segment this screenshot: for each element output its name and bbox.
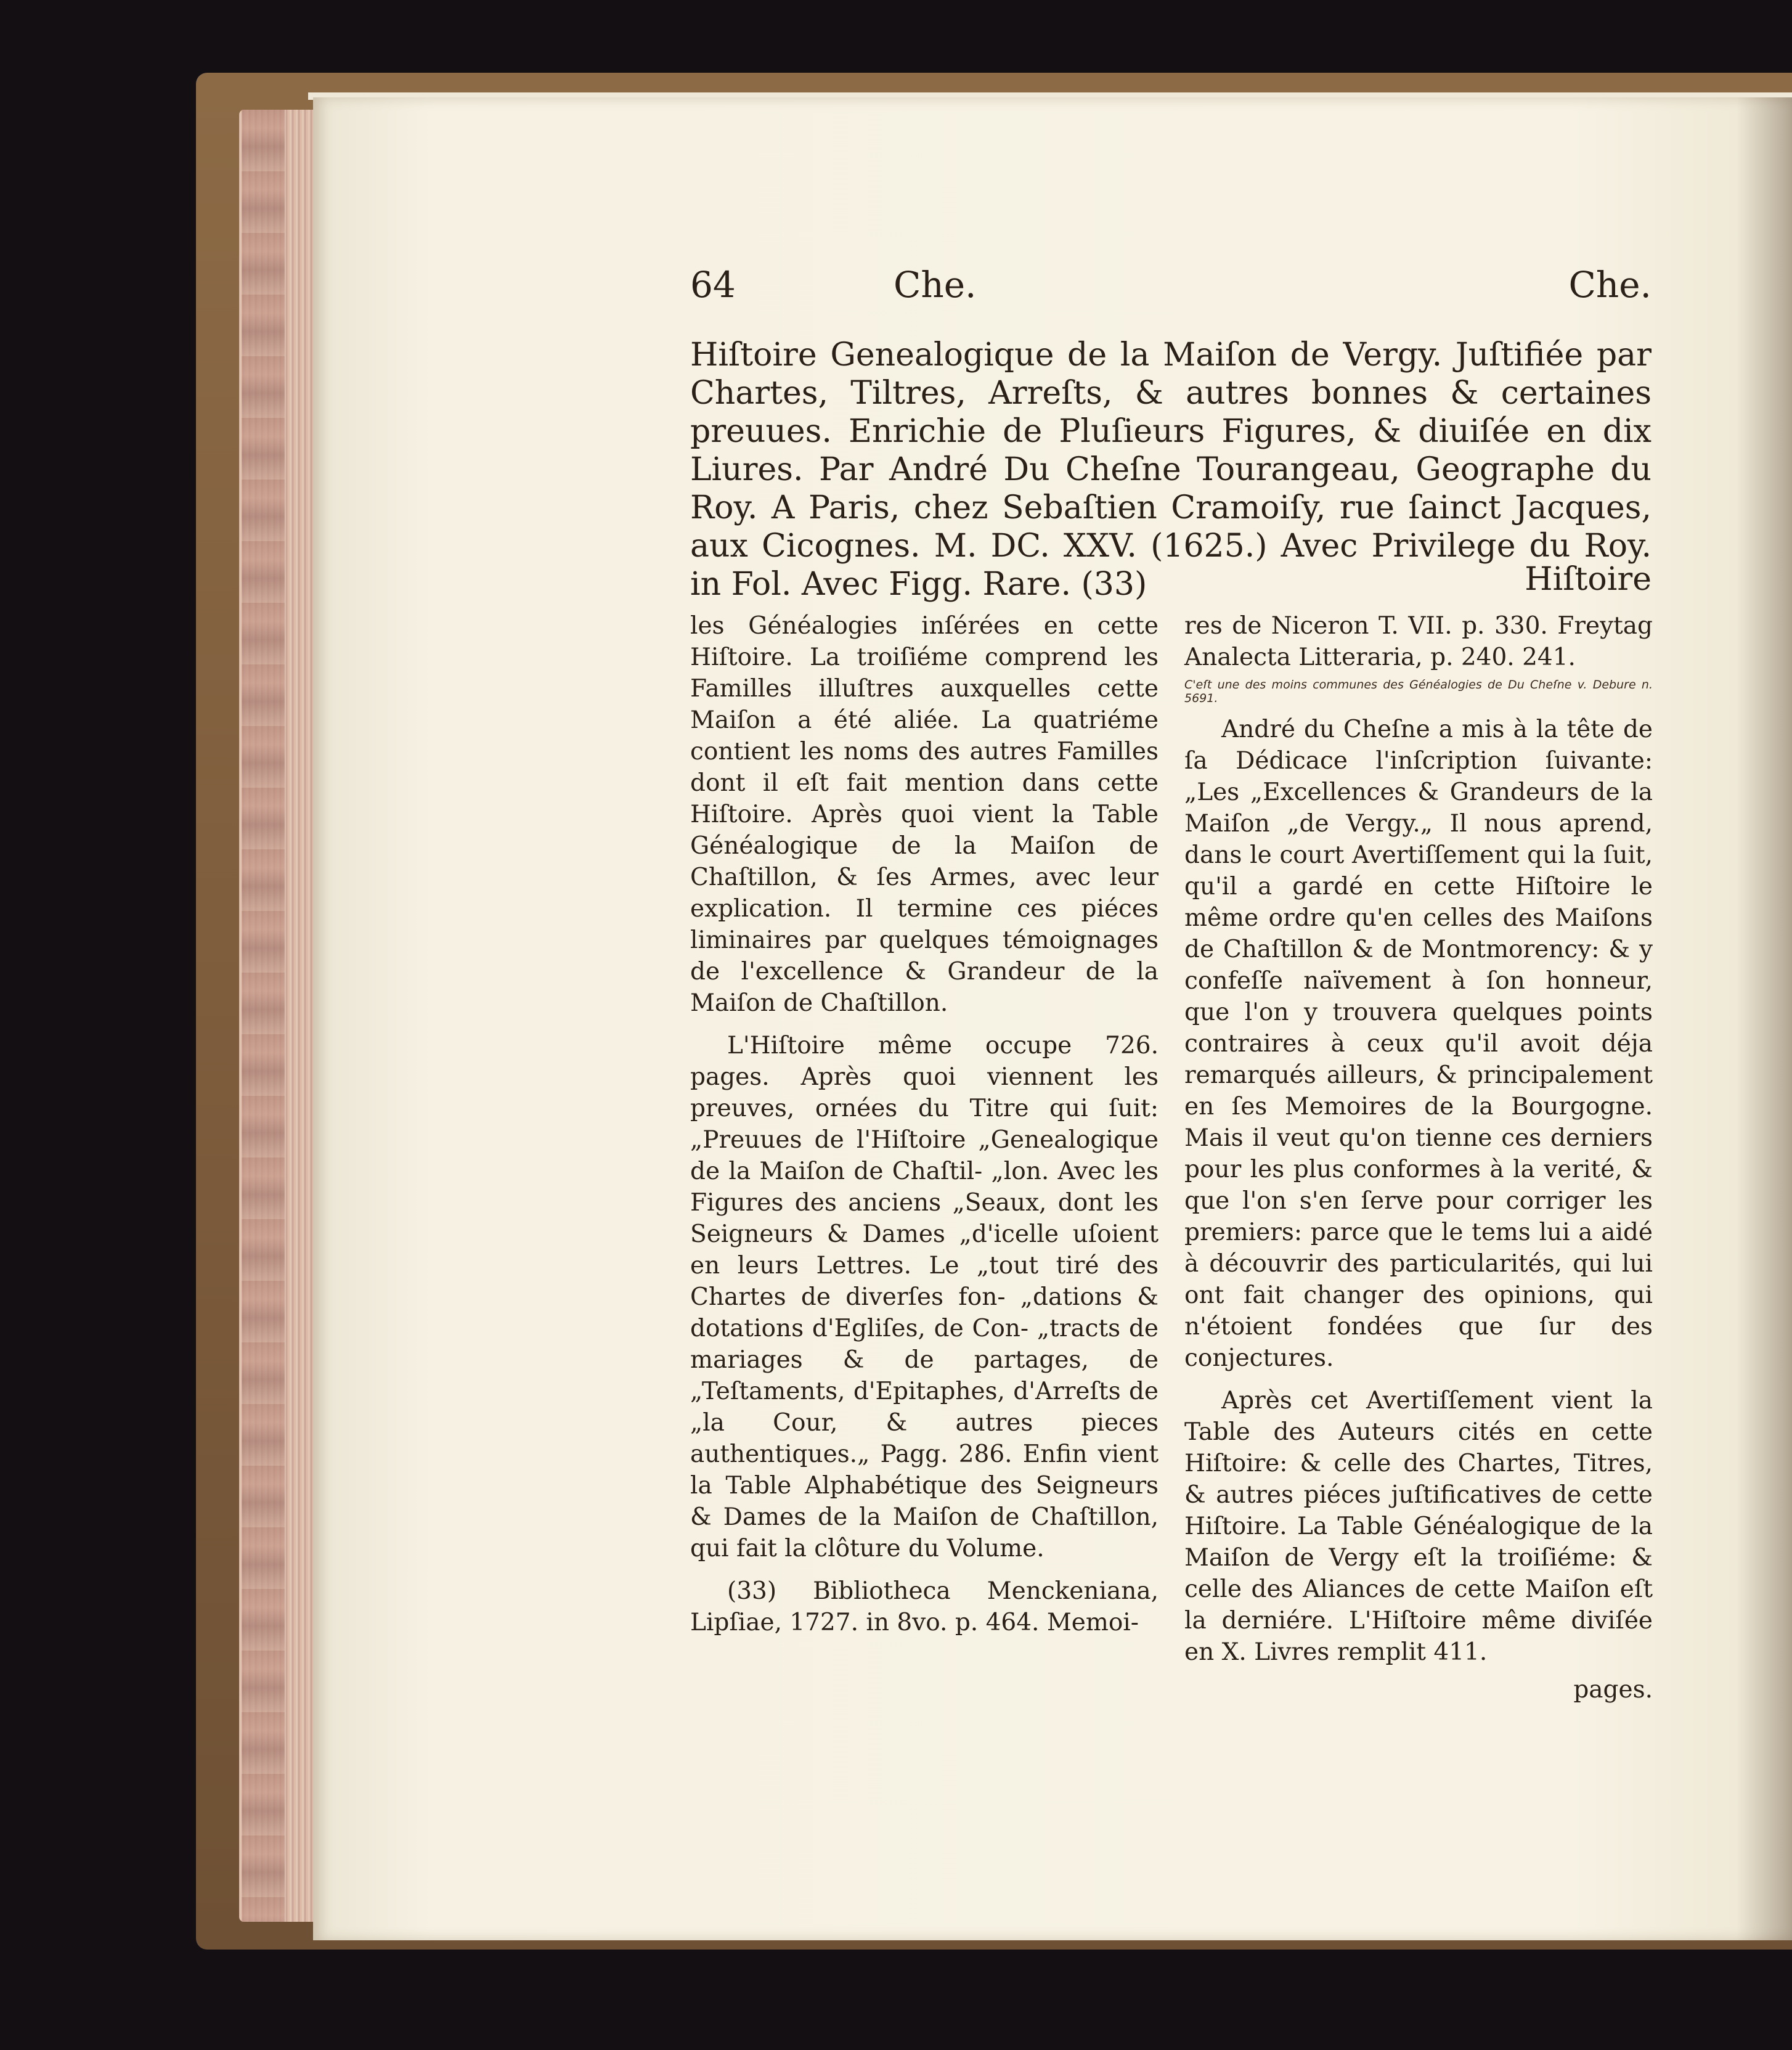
catchword: Hiſtoire bbox=[1525, 561, 1651, 598]
left-paragraph-1: les Généalogies inſérées en cette Hiſtoire. La troiſiéme comprend les Familles illuſtres auxquelles cette Maiſon a été aliée. La quatriéme contient les noms des autres Familles dont il eſt fait mention dans cette Hiſtoire. Après quoi vient la Table Généalogique de la Maiſon de Chaſtillon, & ſes Armes, avec leur explication. Il termine ces piéces liminaires par quelques témoignages de l'excellence & Grandeur de la Maiſon de Chaſtillon. bbox=[690, 612, 1159, 1017]
right-paragraph-2: Après cet Avertiſſement vient la Table des Auteurs cités en cette Hiſtoire: & celle des Chartes, Titres, & autres piéces juſtificatives de cette Hiſtoire. La Table Généalogique de la Maiſon de Vergy eſt la troiſiéme: & celle des Aliances de cette Maiſon eſt la derniére. L'Hiſtoire même diviſée en X. Livres remplit 411. bbox=[1184, 1387, 1653, 1666]
running-head bbox=[690, 264, 1651, 313]
entry-title: Hiſtoire Genealogique de la Maiſon de Vergy. Juſtifiée par Chartes, Tiltres, Arreſts, & autres bonnes & certaines preuues. Enrichie de Pluſieurs Figures, & diuiſée en dix Liures. Par André Du Cheſne Tourangeau, Geographe du Roy. A Paris, chez Sebaſtien Cramoiſy, rue ſainct Jacques, aux Cicognes. M. DC. XXV. (1625.) Avec Privilege du Roy. in Fol. Avec Figg. Rare. (33) bbox=[690, 337, 1651, 603]
left-paragraph-2: L'Hiſtoire même occupe 726. pages. Après quoi viennent les preuves, ornées du Titre qui ſuit: „Preuues de l'Hiſtoire „Genealogique de la Maiſon de Chaſtil- „lon. Avec les Figures des anciens „Seaux, dont les Seigneurs & Dames „d'icelle uſoient en leurs Lettres. Le „tout tiré des Chartes de diverſes fon- „dations & dotations d'Egliſes, de Con- „tracts de mariages & de partages, de „Teſtaments, d'Epitaphes, d'Arreſts de „la Cour, & autres pieces authentiques.„ Pagg. 286. Enfin vient la Table Alphabétique des Seigneurs & Dames de la Maiſon de Chaſtillon, qui fait la clôture du Volume. bbox=[690, 1032, 1159, 1562]
right-paragraph-continued: res de Niceron T. VII. p. 330. Freytag Analecta Litteraria, p. 240. 241. bbox=[1184, 612, 1653, 671]
handwritten-note: C'eſt une des moins communes des Généalogies de Du Cheſne v. Debure n. 5691. bbox=[1184, 678, 1653, 705]
last-word: pages. bbox=[1573, 1676, 1653, 1704]
left-column bbox=[690, 610, 1159, 1649]
right-paragraph-1: André du Cheſne a mis à la tête de ſa Dédicace l'inſcription ſuivante: „Les „Excellences & Grandeurs de la Maiſon „de Vergy.„ Il nous aprend, dans le court Avertiſſement qui la ſuit, qu'il a gardé en cette Hiſtoire le même ordre qu'en celles des Maiſons de Chaſtillon & de Montmorency: & y confeſſe naïvement à ſon honneur, que l'on y trouvera quelques points contraires à ceux qu'il avoit déja remarqués ailleurs, & principalement en ſes Memoires de la Bourgogne. Mais il veut qu'on tienne ces derniers pour les plus conformes à la verité, & que l'on s'en ſerve pour corriger les premiers: parce que le tems lui a aidé à découvrir des particularités, qui lui ont fait changer des opinions, qui n'étoient fondées que ſur des conjectures. bbox=[1184, 716, 1653, 1372]
marbled-edge bbox=[242, 110, 285, 1922]
right-column bbox=[1184, 610, 1653, 1705]
header-left: Che. bbox=[894, 264, 977, 306]
gutter-shadow bbox=[1737, 97, 1792, 1940]
header-right: Che. bbox=[1568, 264, 1651, 306]
footnote-33: (33) Bibliotheca Menckeniana, Lipſiae, 1727. in 8vo. p. 464. Memoi- bbox=[690, 1577, 1159, 1636]
page-number: 64 bbox=[690, 264, 736, 306]
